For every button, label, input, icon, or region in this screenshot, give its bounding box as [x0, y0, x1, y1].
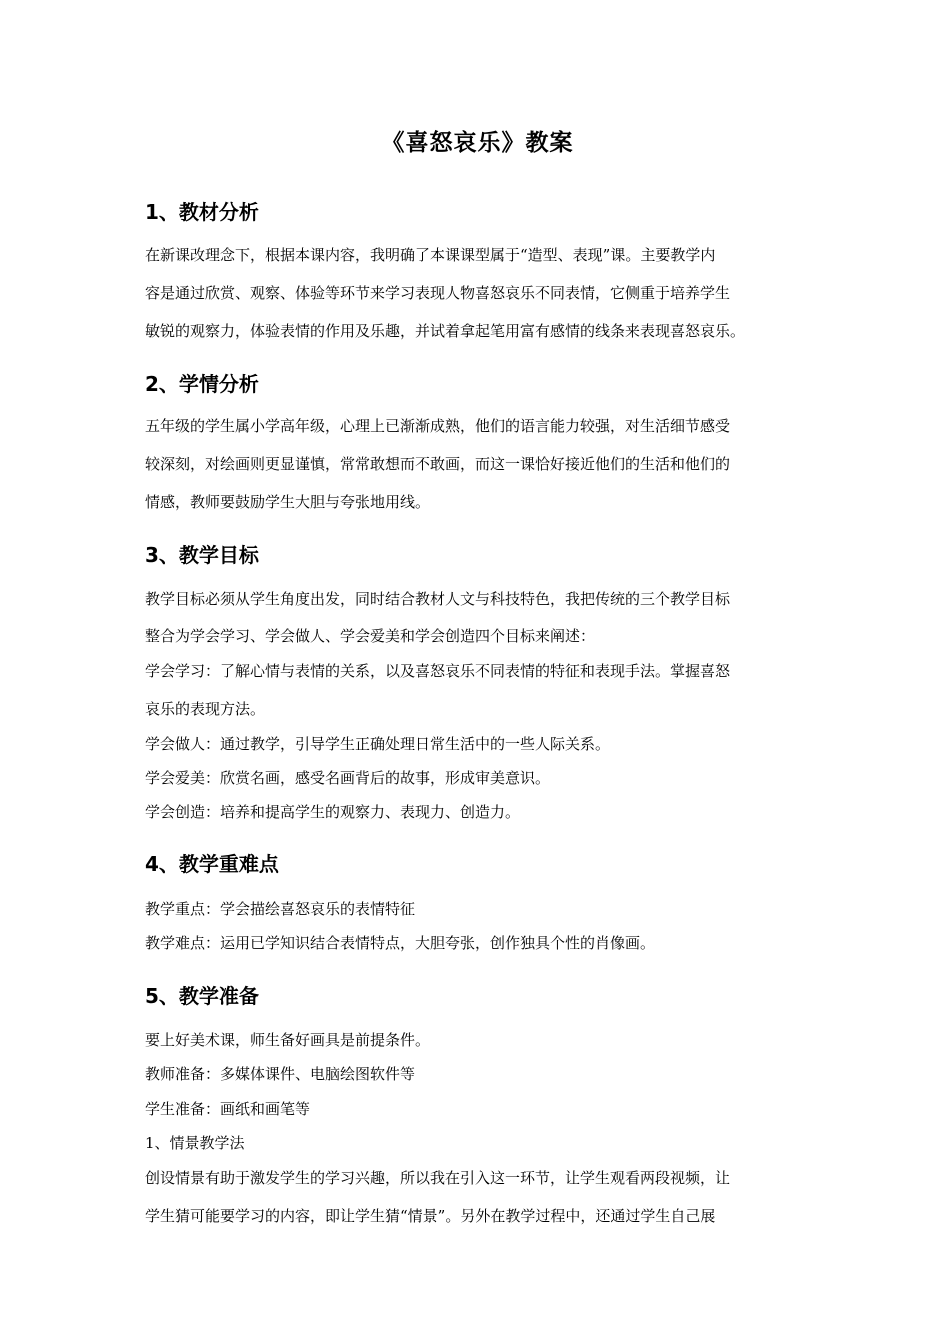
paragraph-line: 教学重点：学会描绘喜怒哀乐的表情特征: [145, 900, 416, 918]
paragraph-line: 较深刻，对绘画则更显谨慎，常常敢想而不敢画，而这一课恰好接近他们的生活和他们的: [145, 455, 731, 473]
section-heading-key-difficult-points: 4、教学重难点: [145, 852, 279, 876]
paragraph-line: 教学难点：运用已学知识结合表情特点，大胆夸张，创作独具个性的肖像画。: [145, 934, 656, 952]
section-heading-teaching-goals: 3、教学目标: [145, 543, 259, 567]
paragraph-line: 学会爱美：欣赏名画，感受名画背后的故事，形成审美意识。: [145, 769, 551, 787]
paragraph-line: 学生准备：画纸和画笔等: [145, 1100, 311, 1118]
paragraph-line: 学会做人：通过教学，引导学生正确处理日常生活中的一些人际关系。: [145, 735, 611, 753]
paragraph-line: 1、情景教学法: [145, 1134, 245, 1152]
section-heading-teaching-preparation: 5、教学准备: [145, 984, 259, 1008]
paragraph-line: 哀乐的表现方法。: [145, 700, 266, 718]
paragraph-line: 学生猜可能要学习的内容，即让学生猜“情景”。另外在教学过程中，还通过学生自己展: [145, 1207, 716, 1225]
paragraph-line: 要上好美术课，师生备好画具是前提条件。: [145, 1031, 431, 1049]
paragraph-line: 学会创造：培养和提高学生的观察力、表现力、创造力。: [145, 803, 521, 821]
paragraph-line: 学会学习：了解心情与表情的关系，以及喜怒哀乐不同表情的特征和表现手法。掌握喜怒: [145, 662, 731, 680]
paragraph-line: 敏锐的观察力，体验表情的作用及乐趣，并试着拿起笔用富有感情的线条来表现喜怒哀乐。: [145, 322, 746, 340]
paragraph-line: 五年级的学生属小学高年级，心理上已渐渐成熟，他们的语言能力较强，对生活细节感受: [145, 417, 731, 435]
section-heading-textbook-analysis: 1、教材分析: [145, 200, 259, 224]
section-heading-student-analysis: 2、学情分析: [145, 372, 259, 396]
document-title: 《喜怒哀乐》教案: [381, 130, 574, 156]
paragraph-line: 情感，教师要鼓励学生大胆与夸张地用线。: [145, 493, 431, 511]
paragraph-line: 在新课改理念下，根据本课内容，我明确了本课课型属于“造型、表现”课。主要教学内: [145, 246, 716, 264]
paragraph-line: 教学目标必须从学生角度出发，同时结合教材人文与科技特色，我把传统的三个教学目标: [145, 590, 731, 608]
paragraph-line: 容是通过欣赏、观察、体验等环节来学习表现人物喜怒哀乐不同表情，它侧重于培养学生: [145, 284, 731, 302]
paragraph-line: 创设情景有助于激发学生的学习兴趣，所以我在引入这一环节，让学生观看两段视频，让: [145, 1169, 731, 1187]
paragraph-line: 整合为学会学习、学会做人、学会爱美和学会创造四个目标来阐述：: [145, 627, 596, 645]
paragraph-line: 教师准备：多媒体课件、电脑绘图软件等: [145, 1065, 416, 1083]
